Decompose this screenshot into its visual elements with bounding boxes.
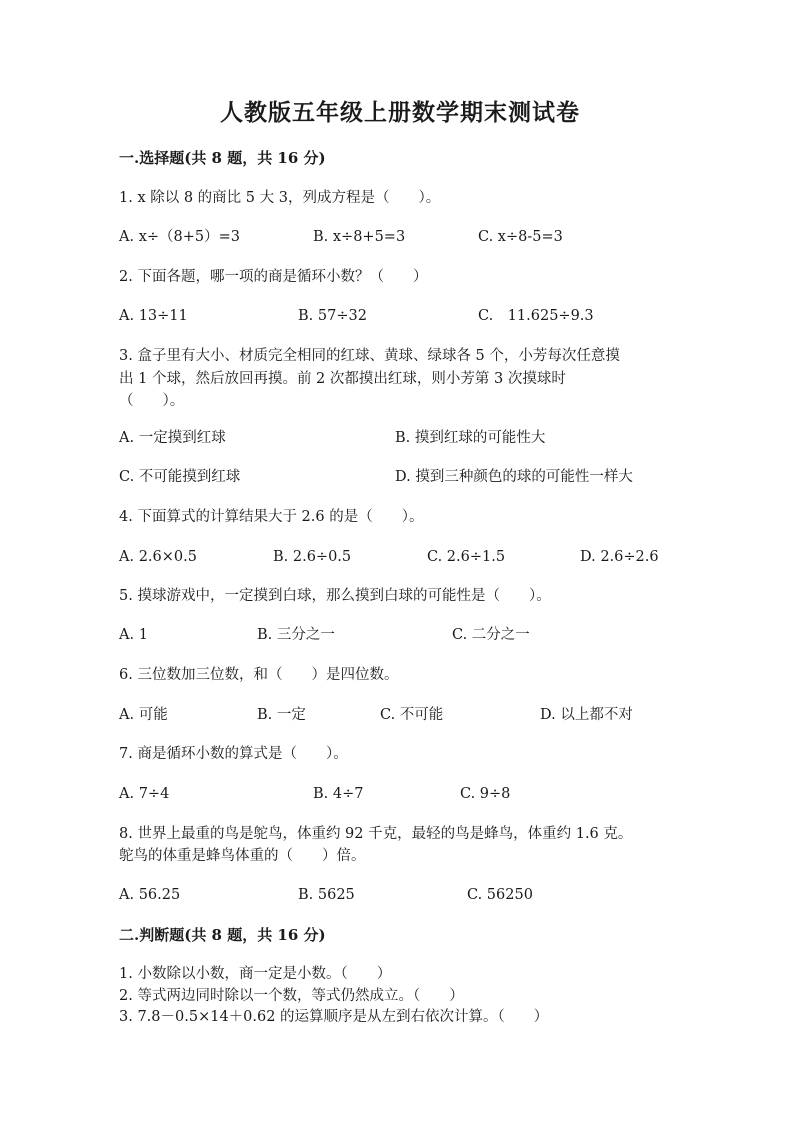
judgement-item-1: 1. 小数除以小数，商一定是小数。（ ） (119, 966, 392, 982)
question-7: 7. 商是循环小数的算式是（ ）。 (119, 746, 348, 762)
q6-option-c: C. 不可能 (380, 707, 444, 723)
question-2: 2. 下面各题，哪一项的商是循环小数？（ ） (119, 269, 428, 285)
q4-option-d: D. 2.6÷2.6 (580, 549, 659, 565)
q5-option-c: C. 二分之一 (452, 627, 530, 643)
question-1: 1. x 除以 8 的商比 5 大 3，列成方程是（ ）。 (119, 190, 441, 206)
q2-option-b: B. 57÷32 (298, 308, 367, 324)
q6-option-d: D. 以上都不对 (540, 707, 633, 723)
page-title: 人教版五年级上册数学期末测试卷 (220, 99, 580, 126)
q1-option-a: A. x÷（8+5）=3 (119, 229, 240, 245)
q4-option-a: A. 2.6×0.5 (119, 549, 197, 565)
q6-option-b: B. 一定 (257, 707, 306, 723)
q1-option-b: B. x÷8+5=3 (313, 229, 406, 245)
q8-option-b: B. 5625 (298, 887, 355, 903)
section-heading-judgement: 二.判断题(共 8 题，共 16 分) (119, 926, 326, 944)
q1-option-c: C. x÷8-5=3 (478, 229, 563, 245)
q3-option-c: C. 不可能摸到红球 (119, 469, 241, 485)
q5-option-a: A. 1 (119, 627, 148, 643)
q3-option-b: B. 摸到红球的可能性大 (395, 430, 546, 446)
q8-option-c: C. 56250 (467, 887, 533, 903)
q7-option-b: B. 4÷7 (313, 786, 364, 802)
q7-option-a: A. 7÷4 (119, 786, 170, 802)
q5-option-b: B. 三分之一 (257, 627, 335, 643)
question-3-line-2: 出 1 个球，然后放回再摸。前 2 次都摸出红球，则小芳第 3 次摸球时 (119, 371, 566, 387)
q8-option-a: A. 56.25 (119, 887, 181, 903)
question-3-line-3: （ ）。 (119, 393, 185, 409)
q6-option-a: A. 可能 (119, 707, 168, 723)
q4-option-c: C. 2.6÷1.5 (427, 549, 506, 565)
q2-option-c: C. 11.625÷9.3 (478, 308, 594, 324)
q4-option-b: B. 2.6÷0.5 (273, 549, 352, 565)
question-5: 5. 摸球游戏中，一定摸到白球，那么摸到白球的可能性是（ ）。 (119, 588, 551, 604)
judgement-item-3: 3. 7.8－0.5×14＋0.62 的运算顺序是从左到右依次计算。（ ） (119, 1009, 549, 1025)
question-8-line-2: 鸵鸟的体重是蜂鸟体重的（ ）倍。 (119, 848, 366, 864)
question-3-line-1: 3. 盒子里有大小、材质完全相同的红球、黄球、绿球各 5 个，小芳每次任意摸 (119, 348, 620, 364)
q7-option-c: C. 9÷8 (460, 786, 511, 802)
q2-option-a: A. 13÷11 (119, 308, 188, 324)
q3-option-a: A. 一定摸到红球 (119, 430, 226, 446)
question-8-line-1: 8. 世界上最重的鸟是鸵鸟，体重约 92 千克，最轻的鸟是蜂鸟，体重约 1.6 克。 (119, 826, 633, 842)
judgement-item-2: 2. 等式两边同时除以一个数，等式仍然成立。（ ） (119, 988, 464, 1004)
q3-option-d: D. 摸到三种颜色的球的可能性一样大 (395, 469, 633, 485)
section-heading-choice: 一.选择题(共 8 题，共 16 分) (119, 149, 326, 167)
question-4: 4. 下面算式的计算结果大于 2.6 的是（ ）。 (119, 509, 424, 525)
question-6: 6. 三位数加三位数，和（ ）是四位数。 (119, 667, 399, 683)
